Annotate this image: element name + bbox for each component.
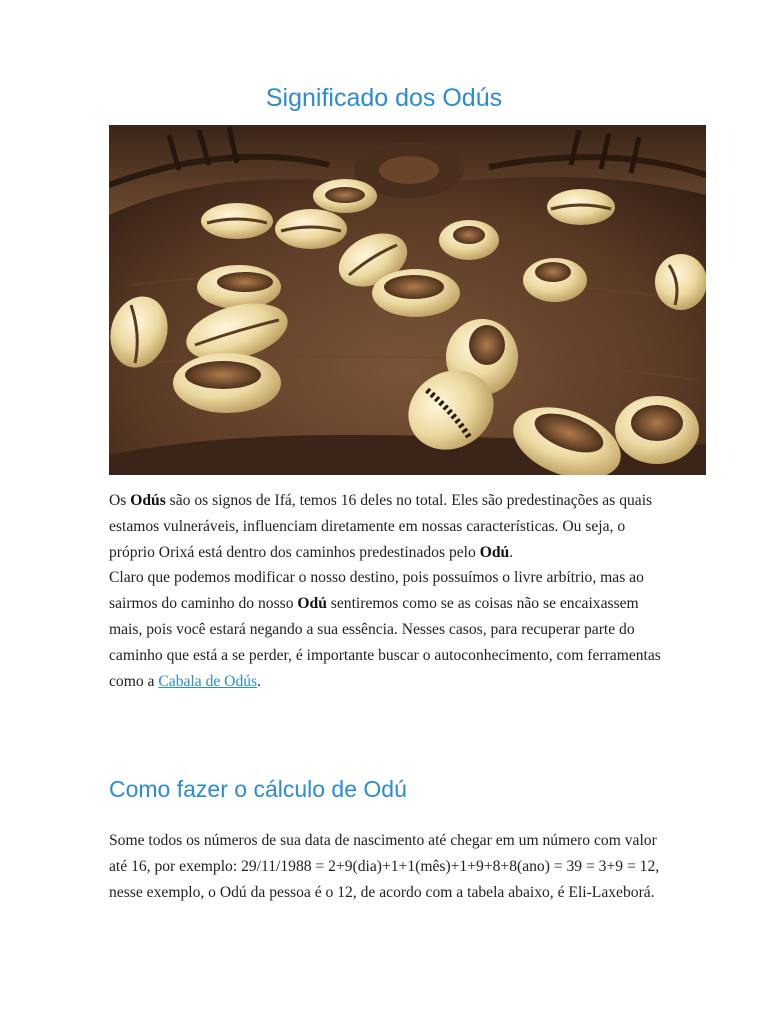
intro-text xyxy=(109,488,669,694)
shell-9 xyxy=(523,258,587,302)
shell-8 xyxy=(372,269,460,317)
cowrie-shells-photo xyxy=(109,125,706,475)
odu-bold-2: Odú xyxy=(297,595,327,613)
shell-14 xyxy=(173,353,281,413)
shell-17 xyxy=(615,396,699,464)
intro-p2-body: sentiremos como se as coisas não se encaixassem mais, pois você estará negando a sua essência. Nesses casos, para recuperar parte do caminho que está a se perder, é importante buscar o autoconhecimento, com ferramentas como a xyxy=(109,595,661,690)
page-title: Significado dos Odús xyxy=(265,84,503,112)
intro-p1-lead: Os xyxy=(109,492,131,509)
shell-7 xyxy=(197,265,281,309)
intro-p1-body: são os signos de Ifá, temos 16 deles no total. Eles são predestinações as quais estamos vulneráveis, influenciam diretamente em nossas características. Ou seja, o próprio Orixá está dentro dos caminhos predestinados pelo xyxy=(109,492,653,561)
shell-2 xyxy=(313,179,377,213)
odu-bold: Odú xyxy=(479,543,510,561)
shell-4 xyxy=(547,189,615,225)
intro-p1-end: . xyxy=(509,543,514,561)
shell-10 xyxy=(655,254,706,310)
shell-1 xyxy=(201,203,273,239)
odus-bold: Odús xyxy=(130,492,166,509)
cabala-de-odus-link[interactable]: Cabala de Odús xyxy=(158,672,258,690)
section-heading: Como fazer o cálculo de Odú xyxy=(109,776,407,802)
shell-5 xyxy=(439,220,499,260)
intro-p2-lead: Claro que podemos modificar o nosso destino, pois possuímos o livre arbítrio, mas ao sairmos do caminho do nosso xyxy=(109,569,644,613)
intro-p2-end: . xyxy=(257,672,262,690)
shell-3 xyxy=(275,209,347,249)
calculation-text: Some todos os números de sua data de nascimento até chegar em um número com valor até 16, por exemplo: 29/11/1988 = 2+9(dia)+1+1(mês)+1+9+8+8(ano) = 39 = 3+9 = 12, nesse exemplo, o Odú da pessoa é o 12, de acordo com a tabela abaixo, é Eli-Laxeborá. xyxy=(109,832,660,901)
